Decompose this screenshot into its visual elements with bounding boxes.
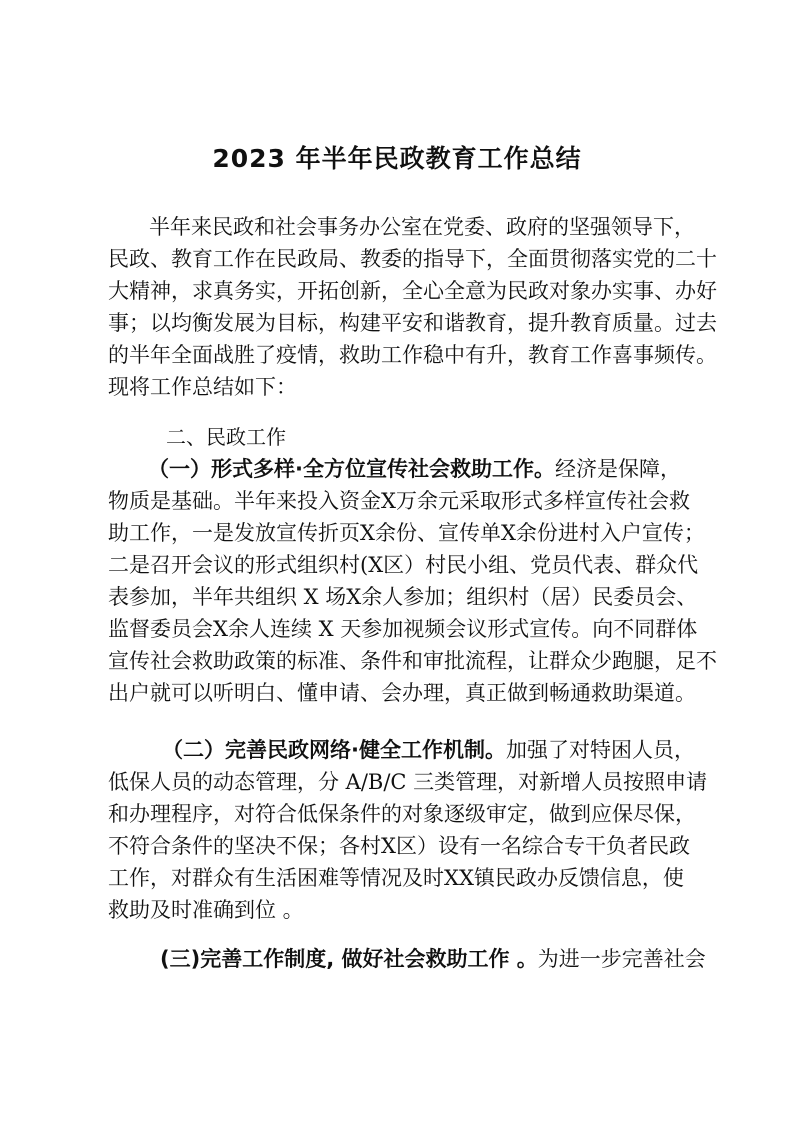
- paragraph-line: 助工作，一是发放宣传折页X余份、宣传单X余份进村入户宣传；: [108, 521, 705, 545]
- subsection-3-heading: (三)完善工作制度, 做好社会救助工作 。: [160, 947, 538, 971]
- paragraph-line: 大精神，求真务实，开拓创新，全心全意为民政对象办实事、办好: [108, 279, 717, 303]
- document-title: 2023 年半年民政教育工作总结: [212, 144, 582, 173]
- subsection-2-first-line: [162, 735, 695, 765]
- paragraph-line: 出户就可以听明白、懂申请、会办理，真正做到畅通救助渠道。: [108, 681, 696, 705]
- paragraph-line: 和办理程序，对符合低保条件的对象逐级审定，做到应保尽保，: [108, 802, 696, 826]
- paragraph-line: 低保人员的动态管理，分 A/B/C 三类管理，对新增人员按照申请: [108, 770, 708, 794]
- paragraph-line: 表参加，半年共组织 X 场X余人参加；组织村（居）民委员会、: [108, 585, 698, 609]
- paragraph-line: 事；以均衡发展为目标，构建平安和谐教育，提升教育质量。过去: [108, 311, 717, 335]
- section-heading: 二、民政工作: [166, 425, 286, 449]
- paragraph-line: 的半年全面战胜了疫情，救助工作稳中有升，教育工作喜事频传。: [108, 343, 717, 367]
- subsection-1-heading: （一）形式多样·全方位宣传社会救助工作。: [148, 457, 555, 481]
- paragraph-line: 经济是保障，: [554, 457, 681, 481]
- subsection-2-heading: （二）完善民政网络·健全工作机制。: [162, 738, 506, 762]
- paragraph-line: 宣传社会救助政策的标准、条件和审批流程，让群众少跑腿，足不: [108, 649, 717, 673]
- paragraph-line: 二是召开会议的形式组织村(X区）村民小组、党员代表、群众代: [108, 553, 699, 577]
- paragraph-line: 工作，对群众有生活困难等情况及时XX镇民政办反馈信息，使: [108, 866, 684, 890]
- paragraph-line: 半年来民政和社会事务办公室在党委、政府的坚强领导下，: [149, 215, 695, 239]
- subsection-1-first-line: [148, 454, 681, 484]
- paragraph-line: 加强了对特困人员，: [505, 738, 695, 762]
- paragraph-line: 监督委员会X余人连续 X 天参加视频会议形式宣传。向不同群体: [108, 617, 698, 641]
- paragraph-line: 为进一步完善社会: [537, 947, 706, 971]
- subsection-3-first-line: [160, 944, 706, 974]
- paragraph-line: 不符合条件的坚决不保；各村X区）设有一名综合专干负者民政: [108, 834, 690, 858]
- paragraph-line: 民政、教育工作在民政局、教委的指导下，全面贯彻落实党的二十: [108, 247, 717, 271]
- paragraph-line: 救助及时准确到位 。: [108, 898, 304, 922]
- paragraph-line: 现将工作总结如下：: [108, 375, 297, 399]
- paragraph-line: 物质是基础。半年来投入资金X万余元采取形式多样宣传社会救: [108, 489, 690, 513]
